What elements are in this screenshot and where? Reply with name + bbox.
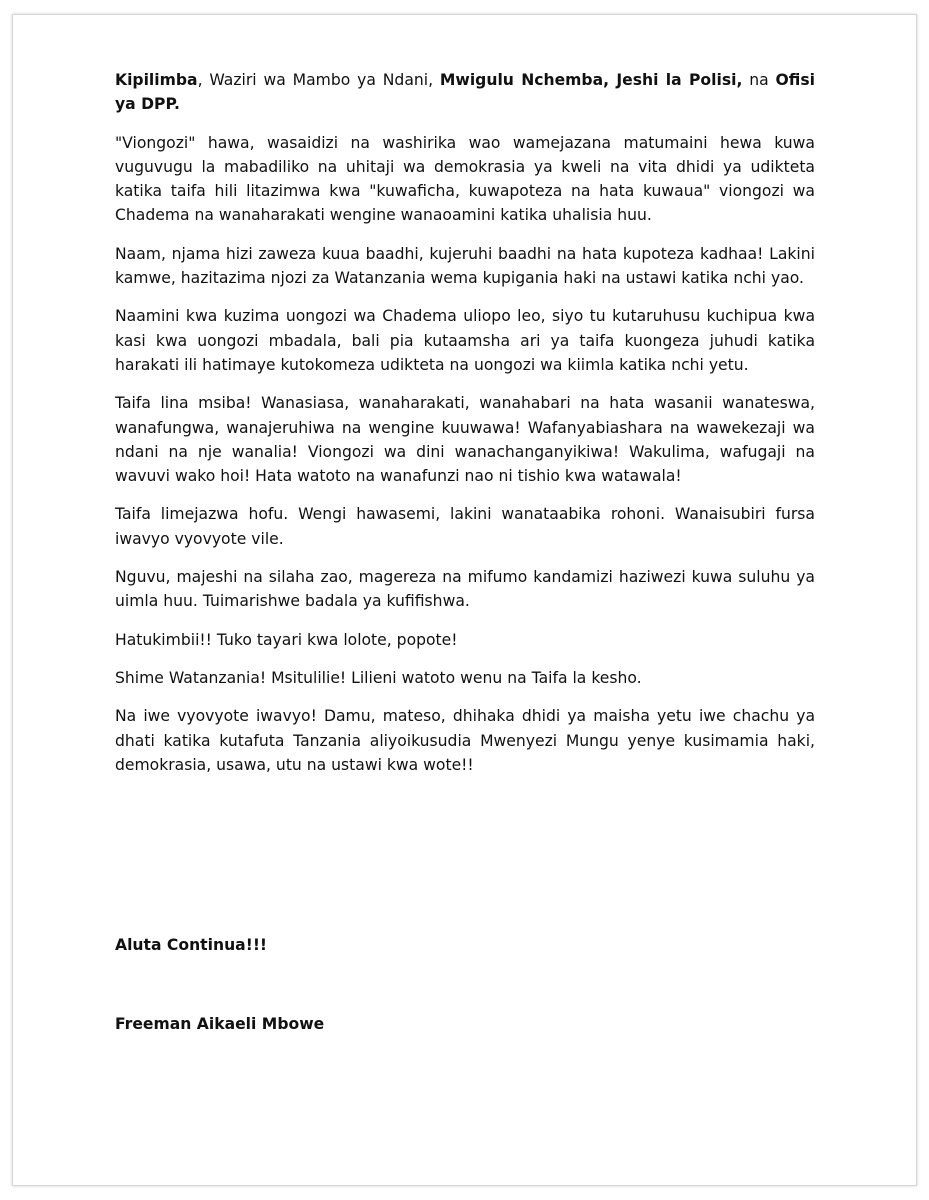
paragraph-naam: Naam, njama hizi zaweza kuua baadhi, kujeruhi baadhi na hata kupoteza kadhaa! Lakini kamwe, hazitazima njozi za Watanzania wema kupigania haki na ustawi katika nchi yao. (115, 244, 815, 288)
signature-name: Freeman Aikaeli Mbowe (115, 1015, 325, 1033)
intro-text-1: , Waziri wa Mambo ya Ndani, (197, 71, 440, 89)
paragraph-hatukimbii: Hatukimbii!! Tuko tayari kwa lolote, popote! (115, 630, 458, 649)
paragraph-nguvu: Nguvu, majeshi na silaha zao, magereza na mifumo kandamizi haziwezi kuwa suluhu ya uimla huu. Tuimarishwe badala ya kufifishwa. (115, 568, 815, 611)
intro-name-kipilimba: Kipilimba (115, 71, 198, 89)
document-page (12, 14, 917, 1186)
intro-text-2: na (742, 71, 776, 89)
closing-line: Aluta Continua!!! (115, 936, 268, 954)
paragraph-na-iwe: Na iwe vyovyote iwavyo! Damu, mateso, dhihaka dhidi ya maisha yetu iwe chachu ya dhati katika kutafuta Tanzania aliyoikusudia Mwenyezi Mungu yenye kusimamia haki, demokrasia, usawa, utu na ustawi kwa wote!! (115, 707, 815, 774)
paragraph-taifa-msiba: Taifa lina msiba! Wanasiasa, wanaharakati, wanahabari na hata wasanii wanateswa, wanafungwa, wanajeruhiwa na wengine kuuwawa! Wafanyabiashara na wawekezaji wa ndani na nje wanalia! Viongozi wa dini wanachanganyikiwa! Wakulima, wafugaji na wavuvi wako hoi! Hata watoto na wanafunzi nao ni tishio kwa watawala! (115, 394, 815, 486)
document-body (115, 68, 815, 791)
intro-paragraph (115, 68, 815, 117)
paragraph-shime: Shime Watanzania! Msitulilie! Lilieni watoto wenu na Taifa la kesho. (115, 668, 642, 687)
intro-name-dpp: Ofisi ya DPP. (115, 71, 815, 114)
paragraph-taifa-hofu: Taifa limejazwa hofu. Wengi hawasemi, lakini wanataabika rohoni. Wanaisubiri fursa iwavyo vyovyote vile. (115, 505, 815, 548)
paragraph-viongozi: "Viongozi" hawa, wasaidizi na washirika wao wamejazana matumaini hewa kuwa vuguvugu la mabadiliko na uhitaji wa demokrasia ya kweli na vita dhidi ya udikteta katika taifa hili litazimwa kwa "kuwaficha, kuwapoteza na hata kuwaua" viongozi wa Chadema na wanaharakati wengine wanaoamini katika uhalisia huu. (115, 133, 815, 225)
paragraph-naamini: Naamini kwa kuzima uongozi wa Chadema uliopo leo, siyo tu kutaruhusu kuchipua kwa kasi kwa uongozi mbadala, bali pia kutaamsha ari ya taifa kuongeza juhudi katika harakati ili hatimaye kutokomeza udikteta na uongozi wa kiimla katika nchi yetu. (115, 307, 815, 374)
intro-name-nchemba: Mwigulu Nchemba, Jeshi la Polisi, (439, 71, 743, 89)
